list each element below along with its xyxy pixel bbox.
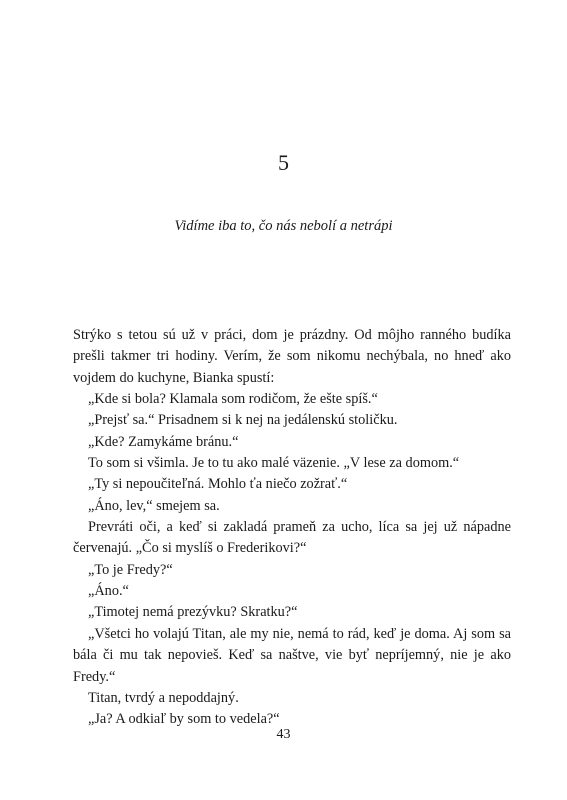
paragraph: Titan, tvrdý a nepoddajný. (88, 689, 239, 706)
paragraph: „Kde? Zamykáme bránu.“ (88, 433, 239, 450)
page-number: 43 (276, 727, 291, 742)
paragraph: „Ty si nepoučiteľná. Mohlo ťa niečo zožrať.“ (88, 476, 348, 493)
paragraph: „Kde si bola? Klamala som rodičom, že ešte spíš.“ (88, 391, 378, 408)
paragraph: „Timotej nemá prezývku? Skratku?“ (88, 604, 298, 621)
paragraph: „Áno.“ (88, 583, 129, 600)
paragraph: „Ja? A odkiaľ by som to vedela?“ (88, 711, 280, 728)
paragraph: „Áno, lev,“ smejem sa. (88, 497, 220, 514)
paragraph: Strýko s tetou sú už v práci, dom je prázdny. Od môjho ranného budíka prešli takmer tri hodiny. Verím, že som nikomu nechýbala, no hneď ako vojdem do kuchyne, Bianka spustí: (73, 327, 511, 386)
chapter-title: Vidíme iba to, čo nás nebolí a netrápi (174, 218, 393, 234)
chapter-number: 5 (278, 150, 289, 175)
paragraph: „To je Fredy?“ (88, 561, 173, 578)
body-text (73, 325, 511, 731)
paragraph: „Prejsť sa.“ Prisadnem si k nej na jedálenskú stoličku. (88, 412, 398, 429)
paragraph: Prevráti oči, a keď si zakladá prameň za ucho, líca sa jej už nápadne červenajú. „Čo si myslíš o Frederikovi?“ (73, 519, 511, 557)
paragraph: To som si všimla. Je to tu ako malé väzenie. „V lese za domom.“ (88, 455, 460, 472)
paragraph: „Všetci ho volajú Titan, ale my nie, nemá to rád, keď je doma. Aj som sa bála či mu tak nepovieš. Keď sa naštve, vie byť nepríjemný, nie je ako Fredy.“ (73, 625, 511, 685)
